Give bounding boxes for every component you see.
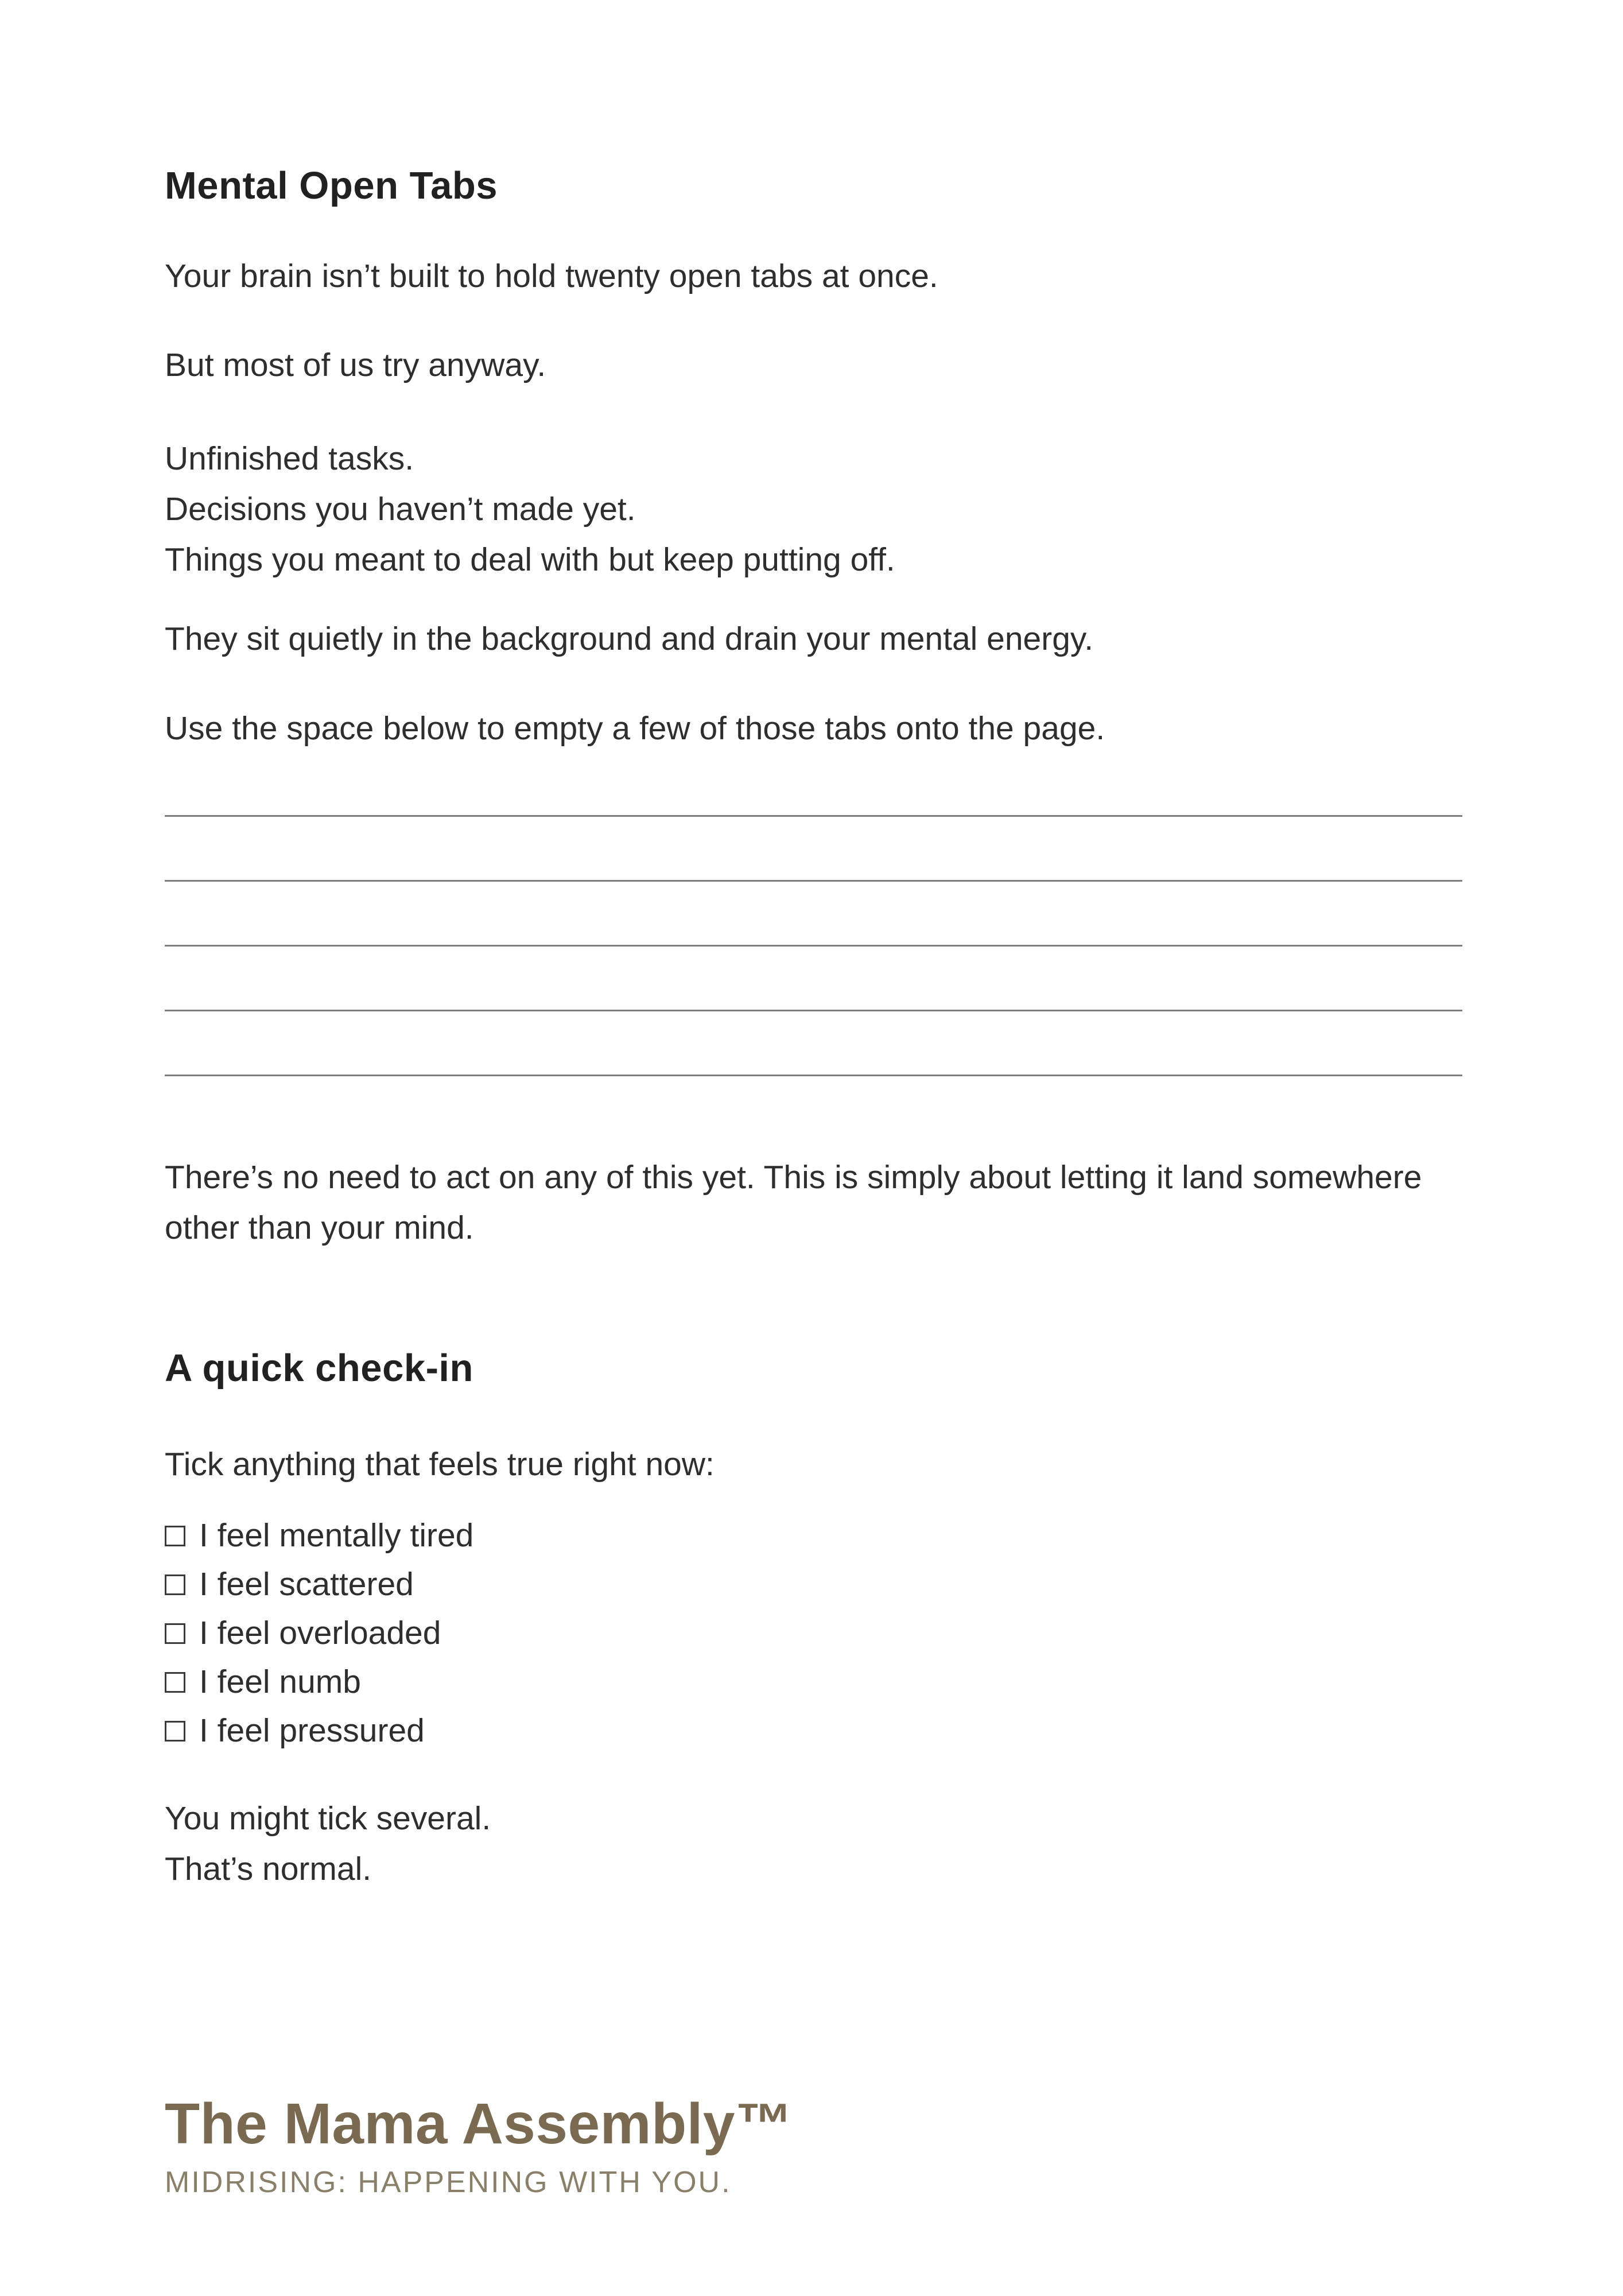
- checklist-item-label: I feel scattered: [199, 1566, 414, 1603]
- paragraph-try-anyway: But most of us try anyway.: [165, 347, 546, 383]
- paragraph-use-space-below: Use the space below to empty a few of those tabs onto the page.: [165, 710, 1105, 747]
- outro-line-tick-several: You might tick several.: [165, 1800, 491, 1837]
- checklist-item-numb[interactable]: [165, 1658, 1462, 1707]
- paragraph-outro: [165, 1793, 1462, 1894]
- checklist-item-mentally-tired[interactable]: [165, 1511, 1462, 1560]
- paragraph-brain-tabs: Your brain isn’t built to hold twenty open tabs at once.: [165, 258, 938, 294]
- outro-line-thats-normal: That’s normal.: [165, 1851, 372, 1887]
- feelings-checklist: [165, 1511, 1462, 1755]
- example-line-putting-off: Things you meant to deal with but keep putting off.: [165, 541, 895, 578]
- example-line-decisions: Decisions you haven’t made yet.: [165, 491, 636, 528]
- writing-line-4[interactable]: [165, 1010, 1462, 1011]
- checklist-item-label: I feel overloaded: [199, 1615, 441, 1651]
- footer-tagline: MIDRISING: HAPPENING WITH YOU.: [165, 2166, 732, 2199]
- writing-line-5[interactable]: [165, 1075, 1462, 1076]
- paragraph-examples: [165, 433, 1462, 585]
- checklist-item-scattered[interactable]: [165, 1560, 1462, 1609]
- writing-line-3[interactable]: [165, 945, 1462, 947]
- checklist-item-pressured[interactable]: [165, 1707, 1462, 1755]
- writing-line-2[interactable]: [165, 880, 1462, 882]
- example-line-unfinished-tasks: Unfinished tasks.: [165, 440, 414, 477]
- checklist-item-label: I feel mentally tired: [199, 1517, 474, 1554]
- footer-brand: The Mama Assembly™: [165, 2092, 793, 2156]
- checklist-item-overloaded[interactable]: [165, 1609, 1462, 1658]
- writing-line-1[interactable]: [165, 815, 1462, 817]
- paragraph-no-need-to-act: There’s no need to act on any of this yet. This is simply about letting it land somewhere other than your mind.: [165, 1159, 1422, 1246]
- paragraph-drain-energy: They sit quietly in the background and drain your mental energy.: [165, 620, 1094, 657]
- checkbox-icon[interactable]: [165, 1526, 185, 1546]
- section-heading-mental-open-tabs: Mental Open Tabs: [165, 164, 498, 207]
- checkbox-icon[interactable]: [165, 1623, 185, 1644]
- checkbox-icon[interactable]: [165, 1574, 185, 1595]
- paragraph-tick-anything: Tick anything that feels true right now:: [165, 1446, 715, 1483]
- checkbox-icon[interactable]: [165, 1672, 185, 1693]
- checkbox-icon[interactable]: [165, 1721, 185, 1742]
- checklist-item-label: I feel pressured: [199, 1712, 425, 1749]
- section-heading-quick-check-in: A quick check-in: [165, 1347, 473, 1390]
- checklist-item-label: I feel numb: [199, 1663, 361, 1700]
